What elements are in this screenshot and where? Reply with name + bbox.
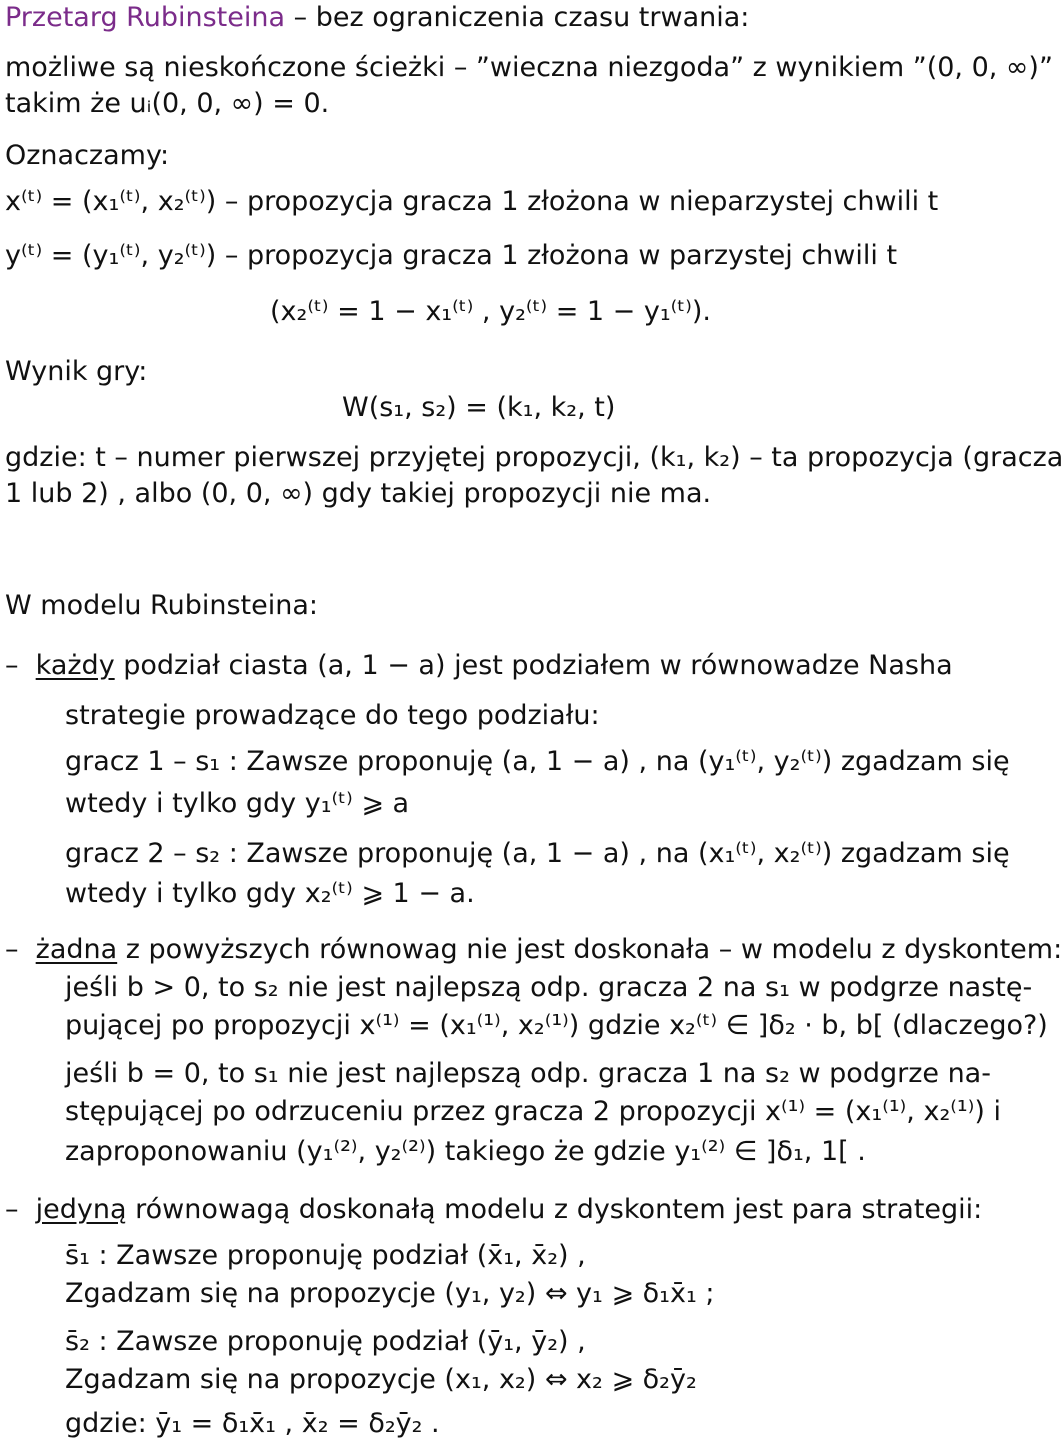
proposal-relation: (x₂⁽ᵗ⁾ = 1 − x₁⁽ᵗ⁾ , y₂⁽ᵗ⁾ = 1 − y₁⁽ᵗ⁾). [270, 296, 712, 327]
title-rest: – bez ograniczenia czasu trwania: [293, 2, 750, 33]
strategy-s1-line-2: Zgadzam się na propozycje (y₁, y₂) ⇔ y₁ ⩾ δ₁x̄₁ ; [65, 1278, 715, 1309]
item-2-keyword: żadna [35, 934, 118, 965]
item-2-text: z powyższych równowag nie jest doskonała – w modelu z dyskontem: [125, 934, 1063, 965]
case-b-positive-line-2: pującej po propozycji x⁽¹⁾ = (x₁⁽¹⁾, x₂⁽¹⁾) gdzie x₂⁽ᵗ⁾ ∈ ]δ₂ · b, b[ (dlaczego?) [65, 1010, 1048, 1041]
strategy-s2-line-2: Zgadzam się na propozycje (x₁, x₂) ⇔ x₂ ⩾ δ₂ȳ₂ [65, 1364, 697, 1395]
item-3-dash: – [5, 1194, 19, 1225]
item-3 [5, 1194, 982, 1226]
x-definition: x⁽ᵗ⁾ = (x₁⁽ᵗ⁾, x₂⁽ᵗ⁾) – propozycja gracza 1 złożona w nieparzystej chwili t [5, 186, 939, 217]
intro-line-1: możliwe są nieskończone ścieżki – ”wieczna niezgoda” z wynikiem ”(0, 0, ∞)” [5, 52, 1053, 83]
intro-line-2: takim że uᵢ(0, 0, ∞) = 0. [5, 88, 330, 119]
notation-heading: Oznaczamy: [5, 140, 170, 171]
strategy-where: gdzie: ȳ₁ = δ₁x̄₁ , x̄₂ = δ₂ȳ₂ . [65, 1408, 440, 1439]
case-b-zero-line-1: jeśli b = 0, to s₁ nie jest najlepszą odp. gracza 1 na s₂ w podgrze na- [65, 1058, 991, 1089]
item-3-text: równowagą doskonałą modelu z dyskontem jest para strategii: [135, 1194, 983, 1225]
item-1-keyword: każdy [35, 650, 115, 681]
y-definition: y⁽ᵗ⁾ = (y₁⁽ᵗ⁾, y₂⁽ᵗ⁾) – propozycja gracza 1 złożona w parzystej chwili t [5, 240, 898, 271]
result-formula: W(s₁, s₂) = (k₁, k₂, t) [342, 392, 616, 423]
player-1-strategy-line-2: wtedy i tylko gdy y₁⁽ᵗ⁾ ⩾ a [65, 788, 410, 819]
result-where-line-2: 1 lub 2) , albo (0, 0, ∞) gdy takiej propozycji nie ma. [5, 478, 712, 509]
strategy-s2-line-1: s̄₂ : Zawsze proponuję podział (ȳ₁, ȳ₂) , [65, 1326, 586, 1357]
slide-title [5, 2, 749, 34]
item-1-text: podział ciasta (a, 1 − a) jest podziałem w równowadze Nasha [123, 650, 953, 681]
title-highlight: Przetarg Rubinsteina [5, 2, 286, 33]
player-1-strategy-line-1: gracz 1 – s₁ : Zawsze proponuję (a, 1 − a) , na (y₁⁽ᵗ⁾, y₂⁽ᵗ⁾) zgadzam się [65, 746, 1010, 777]
item-3-keyword: jedyną [35, 1194, 127, 1225]
item-2 [5, 934, 1062, 966]
strategies-heading: strategie prowadzące do tego podziału: [65, 700, 600, 731]
case-b-positive-line-1: jeśli b > 0, to s₂ nie jest najlepszą odp. gracza 2 na s₁ w podgrze nastę- [65, 972, 1033, 1003]
result-where-line-1: gdzie: t – numer pierwszej przyjętej propozycji, (k₁, k₂) – ta propozycja (gracza [5, 442, 1063, 473]
strategy-s1-line-1: s̄₁ : Zawsze proponuję podział (x̄₁, x̄₂) , [65, 1240, 586, 1271]
item-2-dash: – [5, 934, 19, 965]
item-1-dash: – [5, 650, 19, 681]
player-2-strategy-line-2: wtedy i tylko gdy x₂⁽ᵗ⁾ ⩾ 1 − a. [65, 878, 475, 909]
result-label: Wynik gry: [5, 356, 148, 387]
case-b-zero-line-3: zaproponowaniu (y₁⁽²⁾, y₂⁽²⁾) takiego że gdzie y₁⁽²⁾ ∈ ]δ₁, 1[ . [65, 1136, 866, 1167]
item-1 [5, 650, 953, 682]
case-b-zero-line-2: stępującej po odrzuceniu przez gracza 2 propozycji x⁽¹⁾ = (x₁⁽¹⁾, x₂⁽¹⁾) i [65, 1096, 1001, 1127]
model-heading: W modelu Rubinsteina: [5, 590, 318, 621]
player-2-strategy-line-1: gracz 2 – s₂ : Zawsze proponuję (a, 1 − a) , na (x₁⁽ᵗ⁾, x₂⁽ᵗ⁾) zgadzam się [65, 838, 1010, 869]
